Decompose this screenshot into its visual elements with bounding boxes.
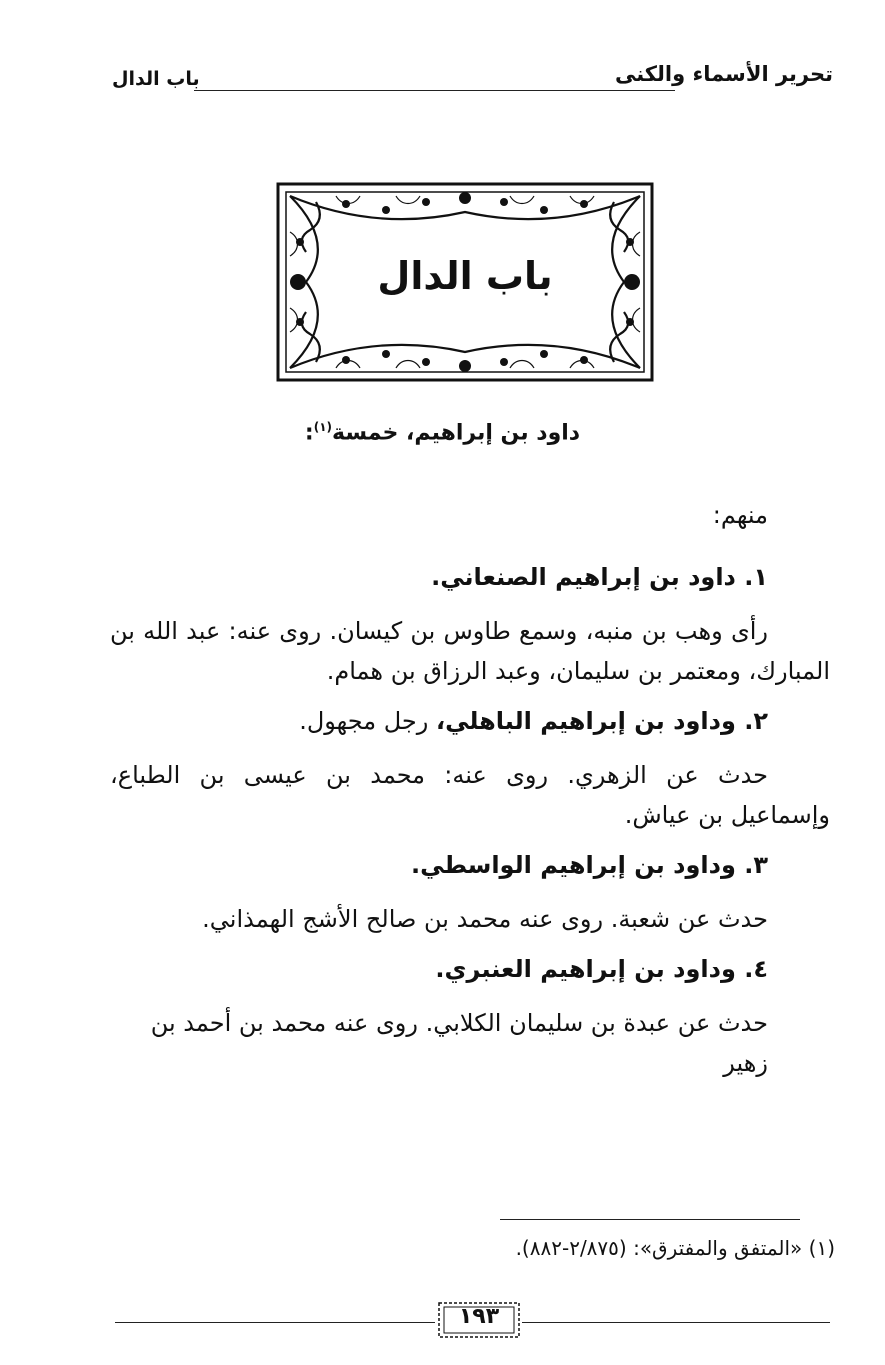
page-number-box: [436, 1300, 522, 1340]
section-heading-tail: :: [304, 420, 314, 446]
page-number: ١٩٣: [458, 1304, 500, 1329]
running-header: [112, 62, 833, 98]
entry-2-heading: [110, 701, 830, 741]
main-text: [110, 495, 830, 1083]
section-heading: [0, 420, 885, 445]
footnote: (١) «المتفق والمفترق»: (٢/٨٧٥-٨٨٢).: [515, 1236, 835, 1260]
book-title: تحرير الأسماء والكنى: [614, 62, 833, 86]
footnote-separator: [500, 1219, 800, 1220]
footnote-ref: (١): [313, 420, 333, 434]
entry-3-text: حدث عن شعبة. روى عنه محمد بن صالح الأشج الهمذاني.: [202, 905, 768, 933]
intro-line: منهم:: [712, 501, 768, 529]
entry-1-text: رأى وهب بن منبه، وسمع طاوس بن كيسان. روى عنه: عبد الله بن المبارك، ومعتمر بن سليمان، وعبد الرزاق بن همام.: [110, 617, 830, 685]
folio-rule-right: [522, 1322, 830, 1323]
header-rule: [194, 90, 675, 91]
section-heading-text: داود بن إبراهيم، خمسة: [332, 420, 581, 446]
folio-rule-left: [115, 1322, 435, 1323]
entry-4-heading: ٤. وداود بن إبراهيم العنبري.: [435, 955, 768, 983]
entry-2-text: حدث عن الزهري. روى عنه: محمد بن عيسى بن الطباع، وإسماعيل بن عياش.: [110, 761, 830, 829]
chapter-title: باب الدال: [377, 254, 553, 298]
entry-4-text: حدث عن عبدة بن سليمان الكلابي. روى عنه محمد بن أحمد بن زهير: [150, 1009, 768, 1077]
chapter-running-title: باب الدال: [112, 68, 200, 90]
entry-3-heading: ٣. وداود بن إبراهيم الواسطي.: [410, 851, 768, 879]
entry-1-heading: ١. داود بن إبراهيم الصنعاني.: [431, 563, 768, 591]
entry-2-note: رجل مجهول.: [299, 707, 436, 735]
entry-2-name: ٢. وداود بن إبراهيم الباهلي،: [435, 707, 768, 735]
ornamental-frame: [276, 182, 654, 382]
